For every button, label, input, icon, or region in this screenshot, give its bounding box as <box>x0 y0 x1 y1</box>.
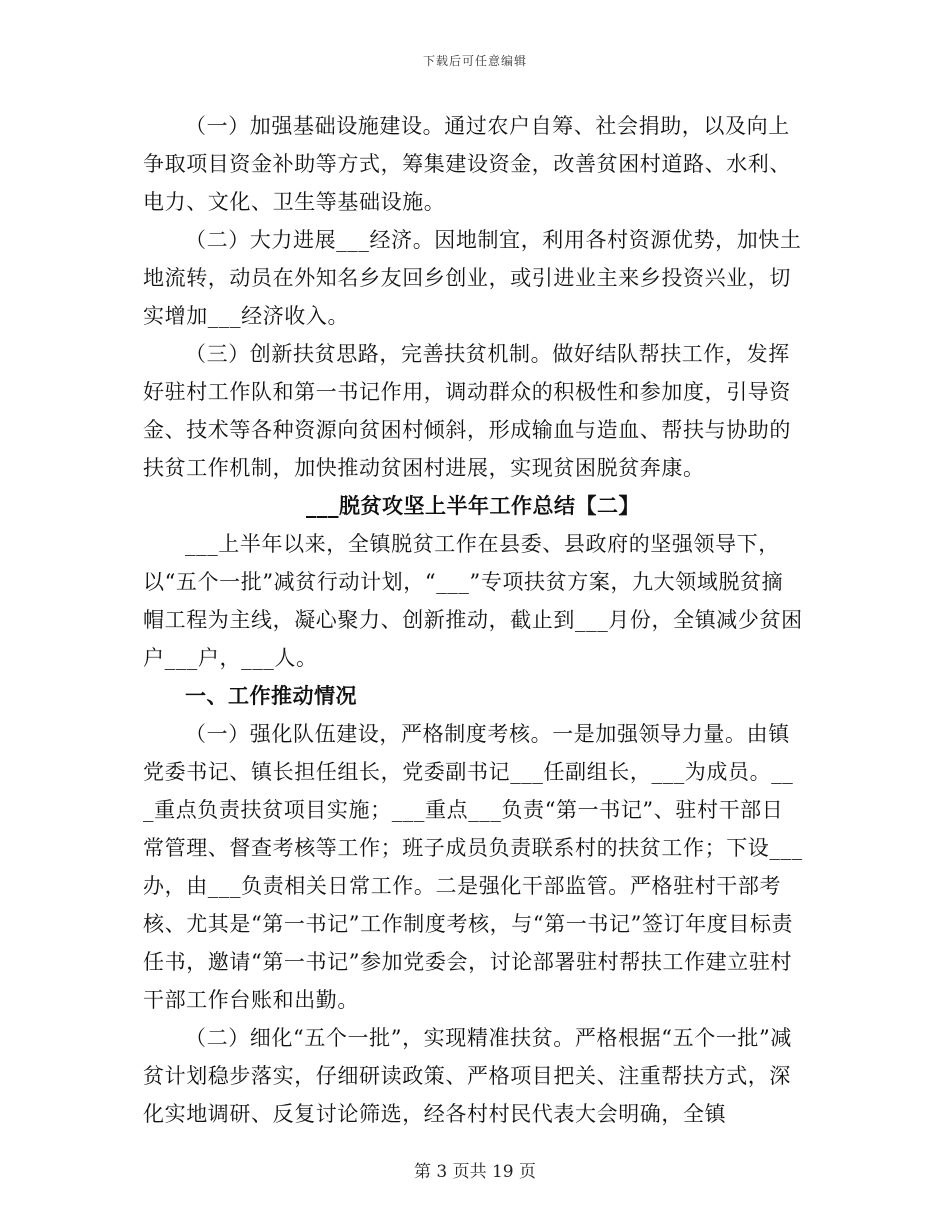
document-body <box>143 107 803 1133</box>
paragraph-mechanism: （三）创新扶贫思路，完善扶贫机制。做好结队帮扶工作，发挥好驻村工作队和第一书记作用，调动群众的积极性和参加度，引导资金、技术等各种资源向贫困村倾斜，形成输血与造血、帮扶与协助的扶贫工作机制，加快推动贫困村进展，实现贫困脱贫奔康。 <box>143 342 791 480</box>
section-title: ___脱贫攻坚上半年工作总结【二】 <box>306 494 640 518</box>
paragraph-economy: （二）大力进展___经济。因地制宜，利用各村资源优势，加快土地流转，动员在外知名乡友回乡创业，或引进业主来乡投资兴业，切实增加___经济收入。 <box>143 228 802 328</box>
page-number: 第 3 页共 19 页 <box>413 1162 537 1182</box>
page-header-note: 下载后可任意编辑 <box>422 54 527 68</box>
paragraph-team-building: （一）强化队伍建设，严格制度考核。一是加强领导力量。由镇党委书记、镇长担任组长，党委副书记___任副组长，___为成员。___重点负责扶贫项目实施；___重点___负责“第一书记”、驻村干部日常管理、督查考核等工作；班子成员负责联系村的扶贫工作；下设___办，由___负责相关日常工作。二是强化干部监管。严格驻村干部考核、尤其是“第一书记”工作制度考核，与“第一书记”签订年度目标责任书，邀请“第一书记”参加党委会，讨论部署驻村帮扶工作建立驻村干部工作台账和出勤。 <box>143 722 803 1012</box>
paragraph-intro: ___上半年以来，全镇脱贫工作在县委、县政府的坚强领导下，以“五个一批”减贫行动计划，“___”专项扶贫方案，九大领域脱贫摘帽工程为主线，凝心聚力、创新推动，截止到___月份，全镇减少贫困户___户，___人。 <box>143 532 803 670</box>
paragraph-five-batches: （二）细化“五个一批”，实现精准扶贫。严格根据“五个一批”减贫计划稳步落实，仔细研读政策、严格项目把关、注重帮扶方式，深化实地调研、反复讨论筛选，经各村村民代表大会明确，全镇 <box>143 1026 792 1126</box>
paragraph-infrastructure: （一）加强基础设施建设。通过农户自筹、社会捐助，以及向上争取项目资金补助等方式，筹集建设资金，改善贫困村道路、水利、电力、文化、卫生等基础设施。 <box>143 114 791 214</box>
heading-work-progress: 一、工作推动情况 <box>185 684 357 708</box>
